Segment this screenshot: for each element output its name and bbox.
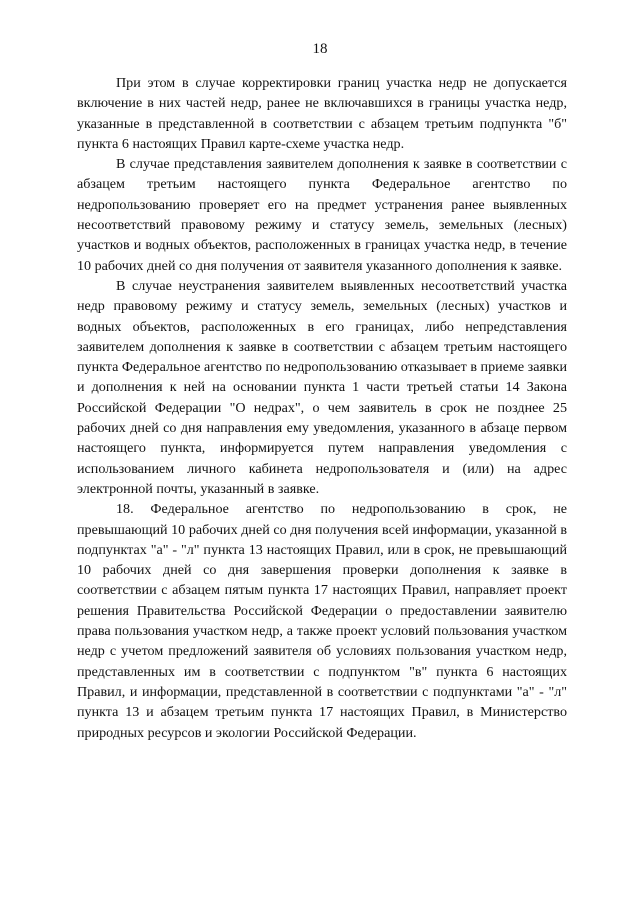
paragraph: В случае неустранения заявителем выявленных несоответствий участка недр правовому режиму и статусу земель, земельных (лесных) участков и водных объектов, расположенных в его границах, либо непредставления заявителем дополнения к заявке в соответствии с абзацем третьим настоящего пункта Федеральное агентство по недропользованию отказывает в приеме заявки и дополнения к ней на основании пункта 1 части третьей статьи 14 Закона Российской Федерации "О недрах", о чем заявитель в срок не позднее 25 рабочих дней со дня направления ему уведомления, указанного в абзаце первом настоящего пункта, информируется путем направления уведомления с использованием личного кабинета недропользователя и (или) на адрес электронной почты, указанный в заявке. xyxy=(77,277,567,497)
paragraph: В случае представления заявителем дополнения к заявке в соответствии с абзацем третьим настоящего пункта Федеральное агентство по недропользованию проверяет его на предмет устранения ранее выявленных несоответствий правовому режиму и статусу земель, земельных (лесных) участков и водных объектов, расположенных в границах участка недр, в течение 10 рабочих дней со дня получения от заявителя указанного дополнения к заявке. xyxy=(77,156,567,274)
document-body xyxy=(77,73,567,743)
paragraph: При этом в случае корректировки границ участка недр не допускается включение в них частей недр, ранее не включавшихся в границы участка недр, указанные в представленной в соответствии с абзацем третьим подпункта "б" пункта 6 настоящих Правил карте-схеме участка недр. xyxy=(77,75,567,152)
page-number: 18 xyxy=(312,41,328,57)
paragraph: 18. Федеральное агентство по недропользованию в срок, не превышающий 10 рабочих дней со дня получения всей информации, указанной в подпунктах "а" - "л" пункта 13 настоящих Правил, или в срок, не превышающий 10 рабочих дней со дня завершения проверки дополнения к заявке в соответствии с абзацем пятым пункта 17 настоящих Правил, направляет проект решения Правительства Российской Федерации о предоставлении заявителю права пользования участком недр, а также проект условий пользования участком недр с учетом предложений заявителя об условиях пользования участком недр, представленных им в соответствии с подпунктом "в" пункта 6 настоящих Правил, и информации, представленной в соответствии с подпунктами "а" - "л" пункта 13 и абзацем третьим пункта 17 настоящих Правил, в Министерство природных ресурсов и экологии Российской Федерации. xyxy=(77,501,567,741)
